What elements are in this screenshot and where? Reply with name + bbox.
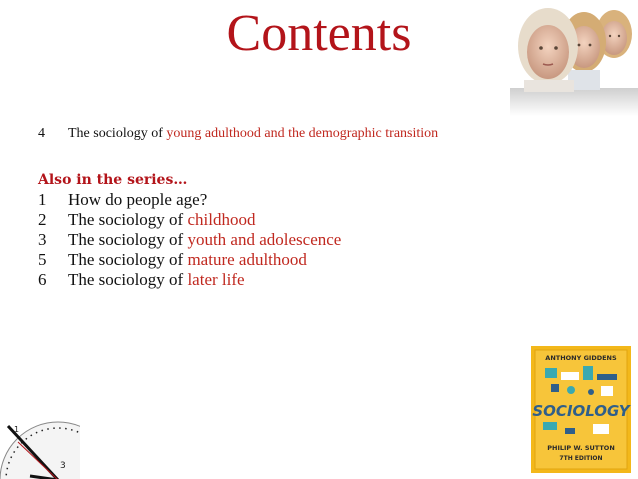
book-coauthor: PHILIP W. SUTTON — [547, 444, 615, 452]
clock-icon — [0, 418, 80, 479]
list-item — [38, 250, 341, 270]
list-item-text: The sociology of — [68, 210, 184, 229]
list-item-number: 6 — [38, 270, 47, 289]
list-item-number: 2 — [38, 210, 47, 229]
list-item-number: 3 — [38, 230, 47, 249]
list-item-number: 5 — [38, 250, 47, 269]
list-item-text: The sociology of — [68, 250, 184, 269]
current-item-prefix: The sociology of — [68, 126, 163, 141]
list-item-number: 1 — [38, 190, 47, 209]
list-item-text: The sociology of — [68, 230, 184, 249]
book-edition: 7TH EDITION — [559, 455, 603, 462]
page-title: Contents — [226, 5, 412, 62]
list-item-text: How do people age? — [68, 190, 208, 209]
svg-text:3: 3 — [60, 461, 66, 471]
list-item-text: The sociology of — [68, 270, 184, 289]
book-title: SOCIOLOGY — [532, 402, 630, 420]
list-item — [38, 270, 341, 290]
list-item-topic: childhood — [187, 210, 256, 229]
generations-photo — [510, 0, 638, 116]
svg-text:1: 1 — [14, 425, 20, 434]
current-item-topic: young adulthood and the demographic transition — [166, 126, 439, 141]
book-author: ANTHONY GIDDENS — [545, 354, 617, 362]
series-heading: Also in the series… — [38, 172, 188, 188]
list-item — [38, 190, 341, 210]
list-item-topic: later life — [187, 270, 245, 289]
list-item-topic: mature adulthood — [187, 250, 307, 269]
list-item — [38, 210, 341, 230]
list-item-topic: youth and adolescence — [187, 230, 342, 249]
list-item — [38, 230, 341, 250]
series-list — [38, 190, 341, 290]
current-item — [38, 126, 438, 142]
current-item-number: 4 — [38, 126, 45, 141]
book-cover-image — [531, 346, 631, 473]
